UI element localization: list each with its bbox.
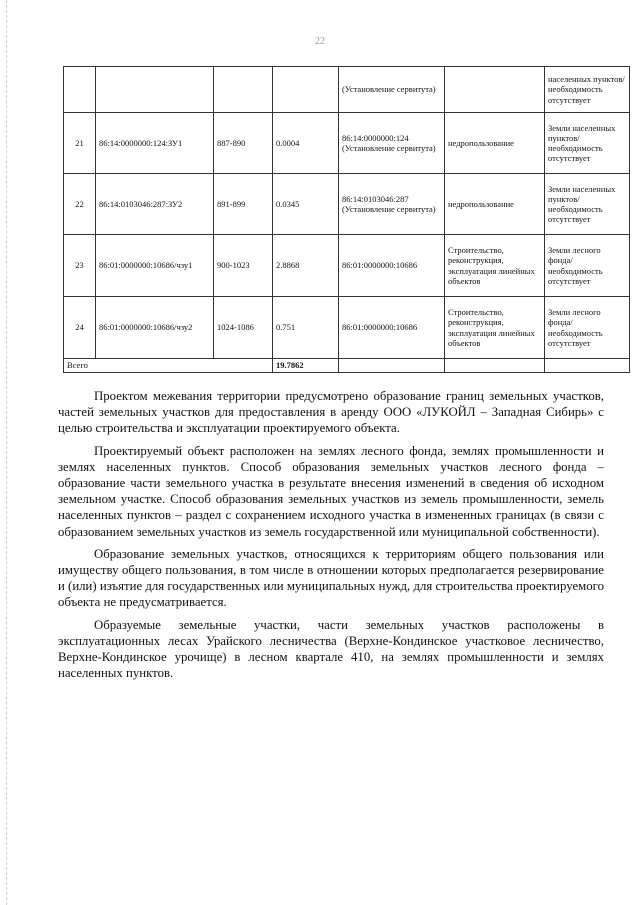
cell-area: 2.8868 (273, 235, 339, 297)
cell-cadastral: 86:01:0000000:10686/чзу2 (96, 297, 214, 359)
paragraph: Образование земельных участков, относящихся к территориям общего пользования или имуществу общего пользования, в том числе в отношении которых предполагается резервирование и (или) изъятие для государственных или муниципальных нужд, для строительства проектируемого объекта не предусматривается. (58, 546, 604, 610)
cell-range: 900-1023 (214, 235, 273, 297)
cell-permitted-use (445, 67, 545, 113)
paragraph: Проектом межевания территории предусмотрено образование границ земельных участков, частей земельных участков для предоставления в аренду ООО «ЛУКОЙЛ – Западная Сибирь» с целью строительства и эксплуатации проектируемого объекта. (58, 389, 604, 436)
total-empty-cell (445, 359, 545, 373)
cell-plot: 86:01:0000000:10686 (339, 297, 445, 359)
cell-num (64, 67, 96, 113)
total-value: 19.7862 (273, 359, 339, 373)
table-row (64, 235, 630, 297)
cell-num: 24 (64, 297, 96, 359)
cell-permitted-use: Строительство, реконструкция, эксплуатация линейных объектов (445, 297, 545, 359)
cell-cadastral: 86:14:0000000:124:ЗУ1 (96, 113, 214, 174)
cell-area (273, 67, 339, 113)
cell-category: Земли населенных пунктов/ необходимость отсутствует (545, 174, 630, 235)
cell-category: Земли лесного фонда/ необходимость отсутствует (545, 235, 630, 297)
cell-range (214, 67, 273, 113)
cell-permitted-use: недропользование (445, 113, 545, 174)
page-number: 22 (315, 36, 325, 47)
total-empty-cell (545, 359, 630, 373)
cell-permitted-use: Строительство, реконструкция, эксплуатация линейных объектов (445, 235, 545, 297)
cell-range: 1024-1086 (214, 297, 273, 359)
cell-plot: 86:01:0000000:10686 (339, 235, 445, 297)
table-total-row (64, 359, 630, 373)
cell-plot: (Установление сервитута) (339, 67, 445, 113)
cell-category: Земли населенных пунктов/ необходимость отсутствует (545, 113, 630, 174)
cell-cadastral (96, 67, 214, 113)
scan-edge-line (6, 0, 8, 905)
cell-plot: 86:14:0000000:124 (Установление сервитута) (339, 113, 445, 174)
cell-num: 21 (64, 113, 96, 174)
cell-num: 23 (64, 235, 96, 297)
table-row (64, 113, 630, 174)
cell-range: 891-899 (214, 174, 273, 235)
table-row (64, 174, 630, 235)
cell-num: 22 (64, 174, 96, 235)
cell-category: Земли лесного фонда/ необходимость отсутствует (545, 297, 630, 359)
cell-range: 887-890 (214, 113, 273, 174)
paragraph: Проектируемый объект расположен на землях лесного фонда, землях промышленности и землях населенных пунктов. Способ образования земельных участков лесного фонда – образование части земельного участка в результате внесения изменений в сведения об исходном земельном участке. Способ образования земельных участков из земель промышленности, земель населенных пунктов – раздел с сохранением исходного участка в измененных границах (в связи с образованием земельных участков из земель государственной или муниципальной собственности). (58, 443, 604, 539)
cell-cadastral: 86:14:0103046:287:ЗУ2 (96, 174, 214, 235)
paragraph: Образуемые земельные участки, части земельных участков расположены в эксплуатационных лесах Урайского лесничества (Верхне-Кондинское участковое лесничество, Верхне-Кондинское урочище) в лесном квартале 410, на землях промышленности и землях населенных пунктов. (58, 617, 604, 681)
land-plots-table (63, 66, 630, 373)
cell-area: 0.0345 (273, 174, 339, 235)
cell-cadastral: 86:01:0000000:10686/чзу1 (96, 235, 214, 297)
cell-area: 0.0004 (273, 113, 339, 174)
cell-plot: 86:14:0103046:287 (Установление сервитута) (339, 174, 445, 235)
total-label: Всего (64, 359, 273, 373)
table-row (64, 67, 630, 113)
cell-category: населенных пунктов/ необходимость отсутствует (545, 67, 630, 113)
cell-area: 0.751 (273, 297, 339, 359)
total-empty-cell (339, 359, 445, 373)
table-row (64, 297, 630, 359)
body-text (58, 388, 604, 687)
cell-permitted-use: недропользование (445, 174, 545, 235)
